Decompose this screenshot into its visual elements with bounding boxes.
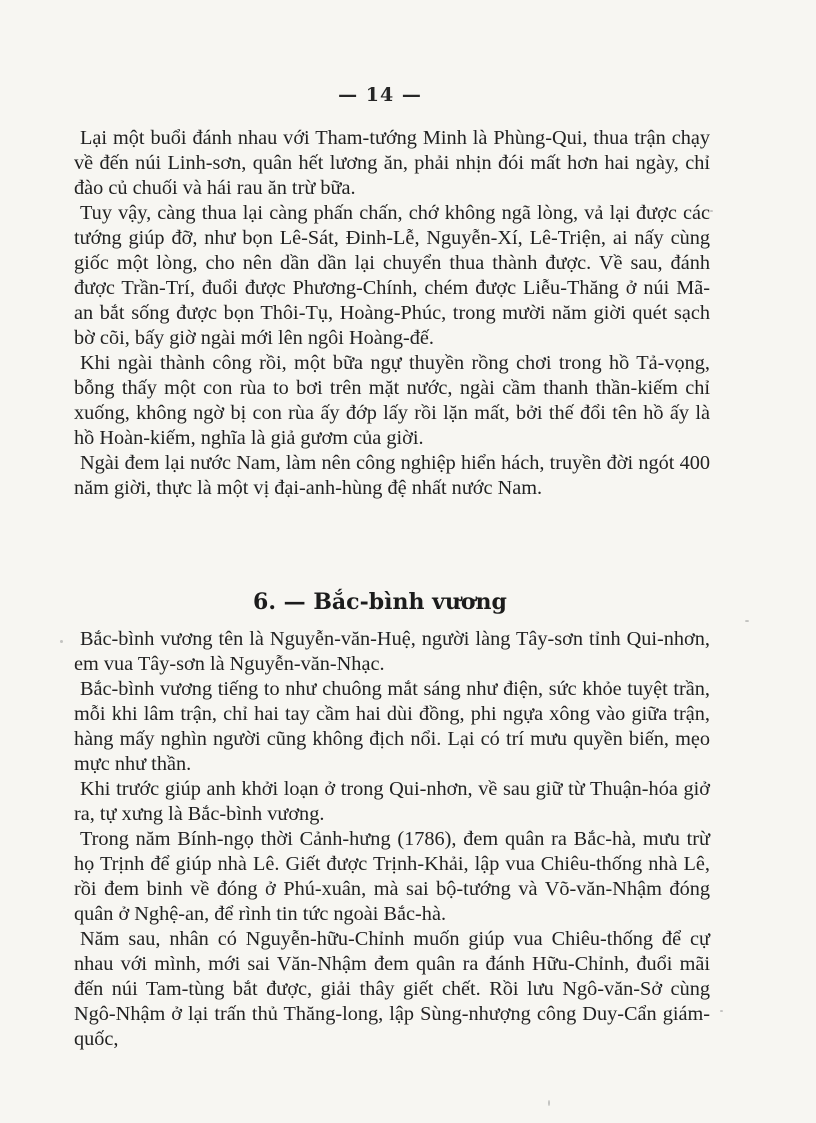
paragraph: Tuy vậy, càng thua lại càng phấn chấn, chớ không ngã lòng, vả lại được các tướng giúp đỡ, như bọn Lê-Sát, Đinh-Lễ, Nguyễn-Xí, Lê-Triện, ai nấy cùng giốc một lòng, cho nên dần dần lại chuyển thua thành được. Về sau, đánh được Trần-Trí, đuổi được Phương-Chính, chém được Liễu-Thăng ở núi Mã-an bắt sống được bọn Thôi-Tụ, Hoàng-Phúc, trong mười năm giời quét sạch bờ cõi, bấy giờ ngài mới lên ngôi Hoàng-đế. (74, 202, 710, 349)
scan-speck (60, 640, 63, 643)
paragraph: Bắc-bình vương tên là Nguyễn-văn-Huệ, người làng Tây-sơn tỉnh Qui-nhơn, em vua Tây-sơn là Nguyễn-văn-Nhạc. (74, 628, 710, 675)
page-number: — 14 — (338, 84, 422, 106)
paragraph: Năm sau, nhân có Nguyễn-hữu-Chỉnh muốn giúp vua Chiêu-thống để cự nhau với mình, mới sai Văn-Nhậm đem quân ra đánh Hữu-Chỉnh, đuổi mãi đến núi Tam-tùng bắt được, giải thây giết chết. Rồi lưu Ngô-văn-Sở cùng Ngô-Nhậm ở lại trấn thủ Thăng-long, lập Sùng-nhượng công Duy-Cẩn giám-quốc, (74, 928, 710, 1050)
scan-speck (710, 210, 713, 212)
scan-speck (548, 1100, 550, 1106)
paragraph: Ngài đem lại nước Nam, làm nên công nghiệp hiển hách, truyền đời ngót 400 năm giời, thực là một vị đại-anh-hùng đệ nhất nước Nam. (74, 452, 710, 499)
paragraph: Bắc-bình vương tiếng to như chuông mắt sáng như điện, sức khỏe tuyệt trần, mỗi khi lâm trận, chỉ hai tay cầm hai dùi đồng, phi ngựa xông vào giữa trận, hàng mấy nghìn người cũng không địch nổi. Lại có trí mưu quyền biến, mẹo mực như thần. (74, 678, 710, 775)
paragraph: Khi ngài thành công rồi, một bữa ngự thuyền rồng chơi trong hồ Tả-vọng, bỗng thấy một con rùa to bơi trên mặt nước, ngài cầm thanh thần-kiếm chỉ xuống, không ngờ bị con rùa ấy đớp lấy rồi lặn mất, bởi thế đổi tên hồ ấy là hồ Hoàn-kiếm, nghĩa là giả gươm của giời. (74, 352, 710, 449)
scan-speck (745, 620, 749, 622)
section-heading: 6. — Bắc-bình vương (253, 589, 507, 615)
scan-speck (720, 1010, 723, 1012)
paragraph: Lại một buổi đánh nhau với Tham-tướng Minh là Phùng-Qui, thua trận chạy về đến núi Linh-sơn, quân hết lương ăn, phải nhịn đói mất hơn hai ngày, chỉ đào củ chuối và hái rau ăn trừ bữa. (74, 127, 710, 199)
section-one-body (74, 126, 710, 501)
section-two-body (74, 627, 710, 1052)
paragraph: Khi trước giúp anh khởi loạn ở trong Qui-nhơn, về sau giữ từ Thuận-hóa giở ra, tự xưng là Bắc-bình vương. (74, 778, 710, 825)
paragraph: Trong năm Bính-ngọ thời Cảnh-hưng (1786), đem quân ra Bắc-hà, mưu trừ họ Trịnh để giúp nhà Lê. Giết được Trịnh-Khải, lập vua Chiêu-thống nhà Lê, rồi đem binh về đóng ở Phú-xuân, mà sai bộ-tướng và Võ-văn-Nhậm đóng quân ở Nghệ-an, để rình tin tức ngoài Bắc-hà. (74, 828, 710, 925)
